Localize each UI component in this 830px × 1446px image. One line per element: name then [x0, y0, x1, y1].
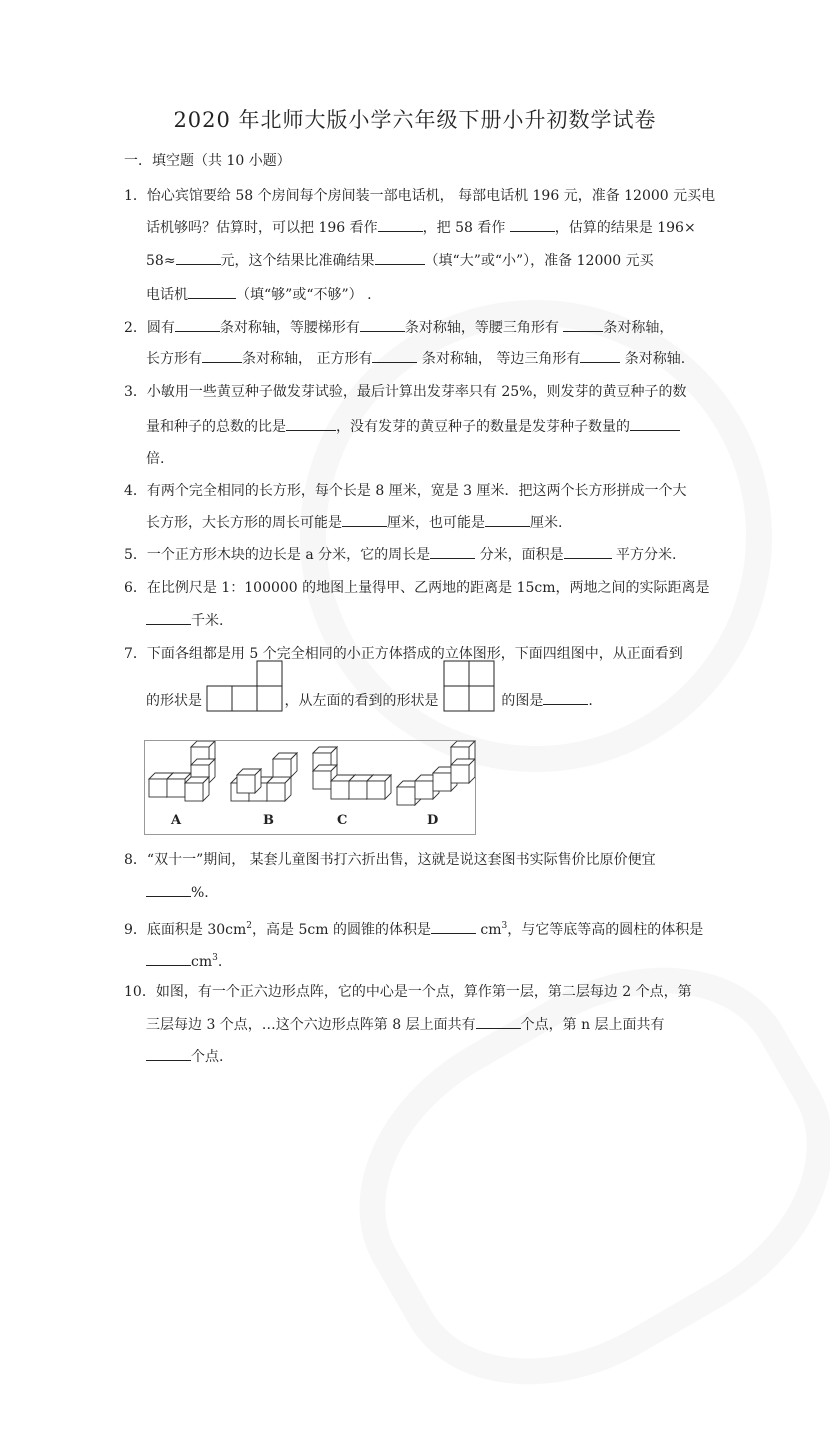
- q2-text2b: 条对称轴， 正方形有: [242, 351, 373, 367]
- q1-blank-enough[interactable]: [188, 284, 236, 299]
- q10-text3: 个点.: [191, 1049, 224, 1065]
- q10-line1: [124, 982, 692, 1002]
- q4-line1: [124, 481, 687, 501]
- q1-line1: [124, 186, 715, 206]
- q3-text2a: 量和种子的总数的比是: [146, 419, 286, 435]
- q9-line2: [146, 948, 222, 972]
- q2-line2: [146, 348, 685, 369]
- q7-blank-answer[interactable]: [543, 690, 588, 705]
- q6-line1: [124, 578, 710, 598]
- q3-blank-ratio[interactable]: [286, 416, 336, 431]
- q4-text1: 4．有两个完全相同的长方形，每个长是 8 厘米，宽是 3 厘米．把这两个长方形拼成一个大: [124, 483, 687, 499]
- cube-figures: [145, 741, 475, 834]
- front-view-shape: [206, 660, 284, 712]
- q1-text4a: 电话机: [146, 287, 188, 303]
- q6-blank-distance[interactable]: [146, 610, 191, 625]
- q2-line1: [124, 317, 673, 338]
- option-d-label: D: [427, 813, 439, 828]
- q8-text2: %.: [191, 885, 209, 901]
- q2-blank-circle[interactable]: [175, 317, 220, 332]
- q7-text2a: 的形状是: [146, 693, 202, 709]
- q9-text2: cm: [191, 954, 213, 970]
- option-b-label: B: [263, 813, 274, 828]
- q7-text2b: ，从左面的看到的形状是: [284, 693, 439, 709]
- q9-sup-2: 3: [501, 921, 508, 931]
- q1-blank-196[interactable]: [378, 217, 423, 232]
- q2-blank-square[interactable]: [372, 348, 417, 363]
- q2-text2a: 长方形有: [146, 351, 202, 367]
- q8-line2: [146, 882, 209, 903]
- q2-blank-trapezoid[interactable]: [360, 317, 405, 332]
- q3-line1: [124, 382, 686, 402]
- q10-line3: [146, 1046, 223, 1067]
- option-a-label: A: [171, 813, 182, 828]
- q1-text2a: 话机够吗？估算时，可以把 196 看作: [146, 220, 378, 236]
- q4-text2a: 长方形，大长方形的周长可能是: [146, 515, 342, 531]
- q2-blank-equilateral[interactable]: [580, 348, 620, 363]
- q8-blank-percent[interactable]: [146, 882, 191, 897]
- q9-blank-cylinder[interactable]: [146, 951, 191, 966]
- q4-text2c: 厘米.: [530, 515, 563, 531]
- q3-line2: [146, 416, 680, 437]
- q9-line1: [124, 916, 703, 940]
- q9-sup-3: 3: [212, 953, 218, 963]
- left-view-shape: [443, 660, 497, 712]
- q8-text1: 8．“双十一”期间， 某套儿童图书打六折出售，这就是说这套图书实际售价比原价便宜: [124, 852, 656, 868]
- q1-text3a: 58≈: [146, 253, 176, 269]
- section-heading: 一．填空题（共 10 小题）: [124, 153, 291, 169]
- q7-line2: [146, 690, 593, 712]
- q2-text2c: 条对称轴， 等边三角形有: [417, 351, 581, 367]
- q6-line2: [146, 610, 223, 631]
- figure-c: [313, 747, 391, 799]
- q6-text2: 千米.: [191, 613, 224, 629]
- q1-blank-58[interactable]: [510, 217, 555, 232]
- q10-text1: 10．如图，有一个正六边形点阵，它的中心是一个点，算作第一层，第二层每边 2 个点，第: [124, 984, 692, 1000]
- q1-text3c: （填“大”或“小”），准备 12000 元买: [424, 253, 654, 269]
- q1-text3b: 元，这个结果比准确结果: [220, 253, 375, 269]
- q5-text-b: 分米，面积是: [475, 547, 564, 563]
- q7-text2c: 的图是: [501, 693, 544, 709]
- q10-text2a: 三层每边 3 个点，…这个六边形点阵第 8 层上面共有: [146, 1017, 476, 1033]
- q5-text-c: 平方分米.: [611, 547, 677, 563]
- q9-text2-end: .: [217, 954, 223, 970]
- q5-text-a: 5．一个正方形木块的边长是 a 分米，它的周长是: [124, 547, 431, 563]
- q2-text1b: 条对称轴，等腰梯形有: [219, 320, 360, 336]
- q10-blank-layern[interactable]: [146, 1046, 191, 1061]
- figure-d: [397, 741, 475, 805]
- q5-blank-area[interactable]: [564, 544, 612, 559]
- q1-blank-compare[interactable]: [375, 250, 425, 265]
- q1-blank-estimate[interactable]: [176, 250, 221, 265]
- q2-text1c: 条对称轴，等腰三角形有: [404, 320, 559, 336]
- q3-line3: [146, 449, 164, 469]
- q9-blank-cone[interactable]: [431, 919, 476, 934]
- q2-text1a: 2．圆有: [124, 320, 175, 336]
- q1-line2: [146, 217, 696, 238]
- figure-b: [231, 753, 297, 801]
- q9-text1b: ，高是 5cm 的圆锥的体积是: [252, 922, 431, 938]
- q2-text2d: 条对称轴.: [620, 351, 686, 367]
- q10-text2b: 个点，第 n 层上面共有: [520, 1017, 665, 1033]
- q1-text2b: ，把 58 看作: [422, 220, 506, 236]
- q3-text1: 3．小敏用一些黄豆种子做发芽试验，最后计算出发芽率只有 25%，则发芽的黄豆种子的数: [124, 384, 687, 400]
- q4-blank-perimeter1[interactable]: [342, 512, 387, 527]
- q1-line4: [146, 284, 372, 305]
- option-c-label: C: [337, 813, 348, 828]
- q2-text1d: 条对称轴，: [603, 320, 674, 336]
- q9-text1c: cm: [475, 922, 502, 938]
- q9-text1a: 9．底面积是 30cm: [124, 922, 247, 938]
- q2-blank-rectangle[interactable]: [202, 348, 242, 363]
- figure-a: [149, 741, 215, 801]
- q4-blank-perimeter2[interactable]: [485, 512, 530, 527]
- q4-text2b: 厘米，也可能是: [387, 515, 485, 531]
- q5-line: [124, 544, 677, 565]
- q1-text1: 1．怡心宾馆要给 58 个房间每个房间装一部电话机， 每部电话机 196 元，准备 12000 元买电: [124, 188, 716, 204]
- q2-blank-isosceles[interactable]: [563, 317, 603, 332]
- q10-line2: [146, 1014, 665, 1035]
- q3-text3: 倍.: [146, 451, 165, 467]
- q7-text1: 7．下面各组都是用 5 个完全相同的小正方体搭成的立体图形，下面四组图中，从正面看到: [124, 646, 683, 662]
- q10-blank-layer8[interactable]: [476, 1014, 521, 1029]
- q6-text1: 6．在比例尺是 1：100000 的地图上量得甲、乙两地的距离是 15cm，两地之间的实际距离是: [124, 580, 710, 596]
- q3-blank-times[interactable]: [630, 416, 680, 431]
- q1-line3: [146, 250, 654, 271]
- q7-text2d: .: [588, 693, 593, 709]
- q1-text4b: （填“够”或“不够”） .: [236, 287, 372, 303]
- q4-line2: [146, 512, 562, 533]
- q5-blank-perimeter[interactable]: [430, 544, 475, 559]
- q9-text1d: ，与它等底等高的圆柱的体积是: [507, 922, 704, 938]
- q1-text2c: ，估算的结果是 196×: [554, 220, 696, 236]
- q3-text2b: ，没有发芽的黄豆种子的数量是发芽种子数量的: [336, 419, 630, 435]
- q8-line1: [124, 850, 656, 870]
- q9-sup-1: 2: [246, 921, 253, 931]
- cube-figures-panel: [144, 740, 476, 835]
- page-title: 2020 年北师大版小学六年级下册小升初数学试卷: [173, 108, 657, 132]
